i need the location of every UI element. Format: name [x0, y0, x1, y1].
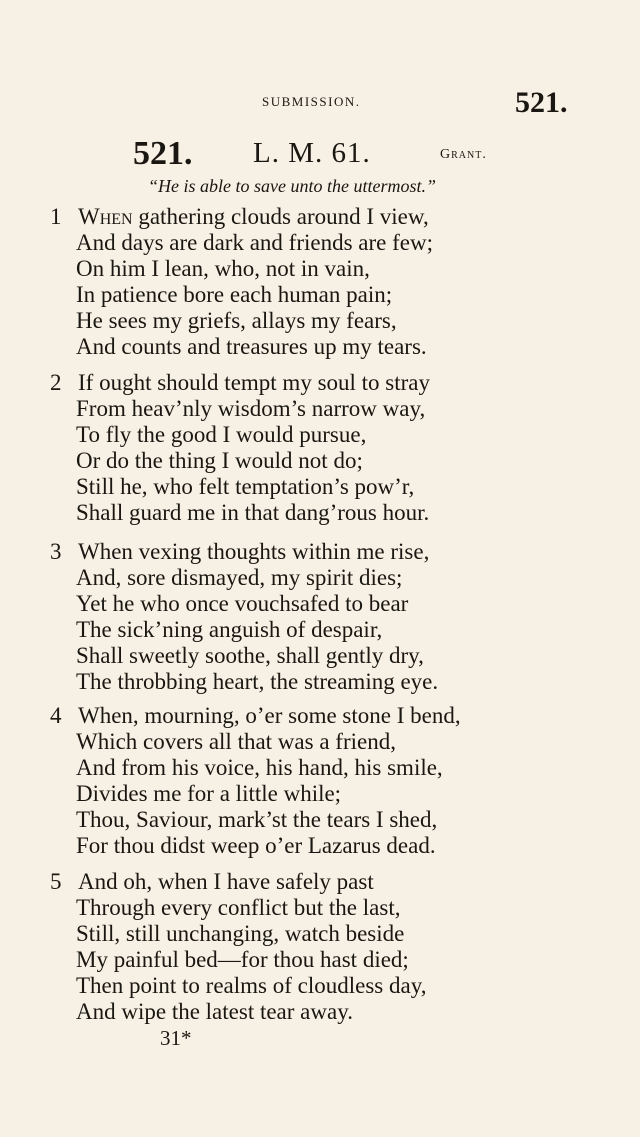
stanza-line: Thou, Saviour, mark’st the tears I shed,	[76, 807, 438, 832]
running-head	[0, 86, 640, 122]
stanza-line: Yet he who once vouchsafed to bear	[76, 591, 409, 616]
signature-mark: 31*	[160, 1026, 192, 1050]
stanza-number: 2	[50, 370, 62, 395]
stanza-number: 4	[50, 703, 62, 728]
stanza-line: For thou didst weep o’er Lazarus dead.	[76, 833, 436, 858]
stanza-line: And wipe the latest tear away.	[76, 999, 353, 1024]
stanza-line: On him I lean, who, not in vain,	[76, 256, 370, 281]
stanza-line: My painful bed—for thou hast died;	[76, 947, 409, 972]
running-hymn-number: 521.	[515, 86, 568, 119]
stanza-line: If ought should tempt my soul to stray	[78, 370, 431, 395]
stanza-line: Then point to realms of cloudless day,	[76, 973, 427, 998]
stanza-line: In patience bore each human pain;	[76, 282, 393, 307]
stanza-line: And, sore dismayed, my spirit dies;	[76, 565, 403, 590]
stanza-line: And counts and treasures up my tears.	[76, 334, 427, 359]
stanza-line: Or do the thing I would not do;	[76, 448, 363, 473]
stanza-number: 3	[50, 539, 62, 564]
stanza-line: Through every conflict but the last,	[76, 895, 401, 920]
stanza-line: The throbbing heart, the streaming eye.	[76, 669, 439, 694]
stanza-line: Still, still unchanging, watch beside	[76, 921, 405, 946]
stanza-line: And days are dark and friends are few;	[76, 230, 433, 255]
stanza-line: He sees my griefs, allays my fears,	[76, 308, 397, 333]
first-word: When	[78, 204, 133, 229]
stanza-line: Which covers all that was a friend,	[76, 729, 396, 754]
epigraph: “He is able to save unto the uttermost.”	[148, 176, 436, 196]
section-title: SUBMISSION.	[262, 94, 361, 109]
stanza-line: Still he, who felt temptation’s pow’r,	[76, 474, 415, 499]
stanza-line: When vexing thoughts within me rise,	[78, 539, 430, 564]
stanza-line: From heav’nly wisdom’s narrow way,	[76, 396, 426, 421]
stanza-line: And oh, when I have safely past	[78, 869, 374, 894]
stanza-line: The sick’ning anguish of despair,	[76, 617, 383, 642]
stanza-number: 5	[50, 869, 62, 894]
tune-name: Grant.	[440, 147, 487, 162]
stanza-line: Divides me for a little while;	[76, 781, 342, 806]
hymn-number: 521.	[133, 135, 193, 172]
stanza-number: 1	[50, 204, 62, 229]
stanza-line	[78, 204, 429, 230]
stanza-line: Shall sweetly soothe, shall gently dry,	[76, 643, 424, 668]
first-line-rest: gathering clouds around I view,	[132, 204, 429, 229]
stanza-line: When, mourning, o’er some stone I bend,	[78, 703, 461, 728]
hymn-meter: L. M. 61.	[253, 137, 371, 169]
stanza-line: Shall guard me in that dang’rous hour.	[76, 500, 430, 525]
stanza-line: To fly the good I would pursue,	[76, 422, 367, 447]
stanza-line: And from his voice, his hand, his smile,	[76, 755, 443, 780]
hymn-header	[0, 135, 640, 175]
